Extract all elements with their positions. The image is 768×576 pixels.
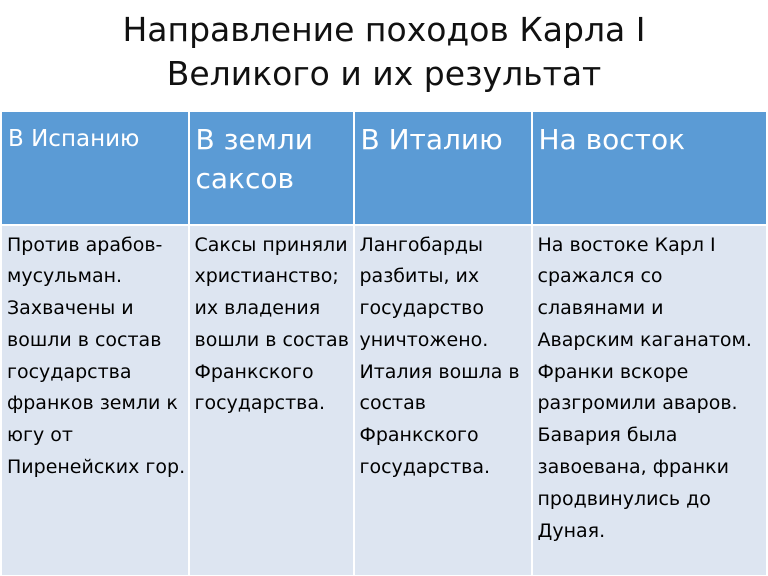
header-cell-italy: В Италию <box>354 112 532 225</box>
result-text-italy: Лангобарды разбиты, их государство уничтожено. Италия вошла в состав Франкского государства. <box>359 233 520 479</box>
slide-title-line-1: Направление походов Карла I <box>122 10 646 49</box>
slide-title <box>0 8 768 96</box>
result-cell-italy <box>354 225 532 576</box>
table-header-row <box>2 112 767 225</box>
header-cell-saxons: В земли саксов <box>189 112 354 225</box>
result-cell-saxons <box>189 225 354 576</box>
table-row <box>2 225 767 576</box>
result-text-east: На востоке Карл I сражался со славянами и Аварским каганатом. Франки вскоре разгромили аваров. Бавария была завоевана, франки продвинулись до Дуная. <box>537 233 752 542</box>
result-cell-east <box>532 225 767 576</box>
header-cell-spain: В Испанию <box>2 112 189 225</box>
result-text-spain: Против арабов-мусульман. Захвачены и вошли в состав государства франков земли к югу от Пиренейских гор. <box>7 233 186 479</box>
campaigns-table <box>1 111 767 576</box>
header-cell-east: На восток <box>532 112 767 225</box>
result-text-saxons: Саксы приняли христианство; их владения вошли в состав Франкского государства. <box>194 233 349 415</box>
slide-title-line-2: Великого и их результат <box>166 54 602 93</box>
result-cell-spain <box>2 225 189 576</box>
